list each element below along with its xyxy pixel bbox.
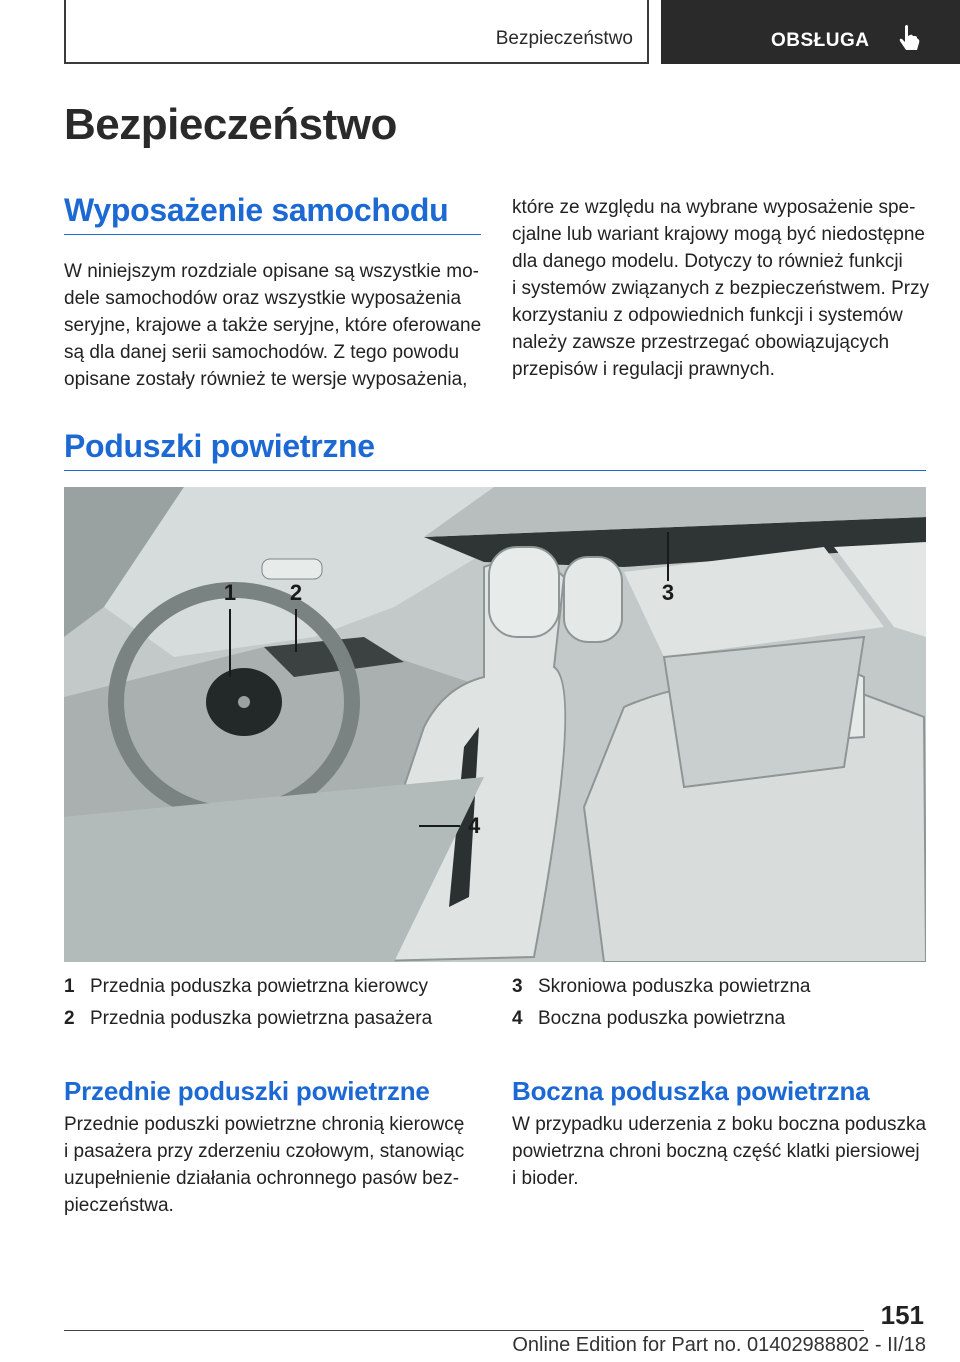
legend-col2 <box>512 971 811 1035</box>
text-line: należy zawsze przestrzegać obowiązujących <box>512 332 890 353</box>
legend-item <box>64 971 432 1003</box>
side-airbag-heading: Boczna poduszka powietrzna <box>512 1076 870 1106</box>
equipment-heading: Wyposażenie samochodu <box>64 192 449 228</box>
legend-number: 2 <box>64 1008 75 1029</box>
legend-text: Skroniowa poduszka powietrzna <box>538 976 811 997</box>
text-line: i systemów związanych z bezpieczeństwem. Przy <box>512 278 930 299</box>
airbags-heading: Poduszki powietrzne <box>64 428 375 464</box>
text-line: powietrzna chroni boczną część klatki piersiowej <box>512 1141 920 1162</box>
footer-rule <box>64 1330 864 1331</box>
text-line: korzystaniu z odpowiednich funkcji i systemów <box>512 305 903 326</box>
equipment-heading-rule <box>64 234 481 235</box>
legend-item <box>512 1003 811 1035</box>
text-line: dele samochodów oraz wszystkie wyposażenia <box>64 288 462 309</box>
page-number: 151 <box>880 1300 924 1330</box>
text-line: seryjne, krajowe a także seryjne, które oferowane <box>64 315 482 336</box>
footer-edition: Online Edition for Part no. 01402988802 - II/18 <box>512 1334 926 1356</box>
callout-3: 3 <box>661 580 675 605</box>
text-line: W niniejszym rozdziale opisane są wszystkie mo- <box>64 261 479 282</box>
equipment-text-col2 <box>512 194 932 383</box>
front-airbags-text <box>64 1111 484 1219</box>
legend-number: 3 <box>512 976 523 997</box>
text-line: przepisów i regulacji prawnych. <box>512 359 775 380</box>
header-tab-label: OBSŁUGA <box>771 30 870 51</box>
text-line: i bioder. <box>512 1168 579 1189</box>
callout-2: 2 <box>289 580 303 605</box>
chapter-title: Bezpieczeństwo <box>64 100 397 149</box>
text-line: pieczeństwa. <box>64 1195 174 1216</box>
side-airbag-text <box>512 1111 932 1192</box>
text-line: opisane zostały również te wersje wyposażenia, <box>64 369 468 390</box>
airbags-heading-rule <box>64 470 926 471</box>
legend-number: 1 <box>64 976 75 997</box>
text-line: Przednie poduszki powietrzne chronią kierowcę <box>64 1114 465 1135</box>
callout-4: 4 <box>468 813 481 838</box>
text-line: są dla danej serii samochodów. Z tego powodu <box>64 342 460 363</box>
front-airbags-heading: Przednie poduszki powietrzne <box>64 1076 430 1106</box>
car-interior-illustration <box>64 487 926 962</box>
legend-number: 4 <box>512 1008 523 1029</box>
header-chapter-tab[interactable] <box>661 0 960 64</box>
header-section-box <box>64 0 649 64</box>
text-line: W przypadku uderzenia z boku boczna poduszka <box>512 1114 927 1135</box>
callout-1: 1 <box>223 580 237 605</box>
equipment-text-col1 <box>64 258 484 393</box>
text-line: i pasażera przy zderzeniu czołowym, stanowiąc <box>64 1141 465 1162</box>
text-line: cjalne lub wariant krajowy mogą być niedostępne <box>512 224 925 245</box>
legend-col1 <box>64 971 432 1035</box>
text-line: uzupełnienie działania ochronnego pasów bez- <box>64 1168 460 1189</box>
text-line: które ze względu na wybrane wyposażenie spe- <box>512 197 916 218</box>
text-line: dla danego modelu. Dotyczy to również funkcji <box>512 251 903 272</box>
legend-text: Przednia poduszka powietrzna kierowcy <box>90 976 428 997</box>
legend-item <box>64 1003 432 1035</box>
legend-item <box>512 971 811 1003</box>
pointing-hand-icon <box>898 24 920 52</box>
legend-text: Boczna poduszka powietrzna <box>538 1008 786 1029</box>
header-section-title: Bezpieczeństwo <box>495 28 633 49</box>
legend-text: Przednia poduszka powietrzna pasażera <box>90 1008 433 1029</box>
airbag-locations-diagram <box>64 487 926 962</box>
